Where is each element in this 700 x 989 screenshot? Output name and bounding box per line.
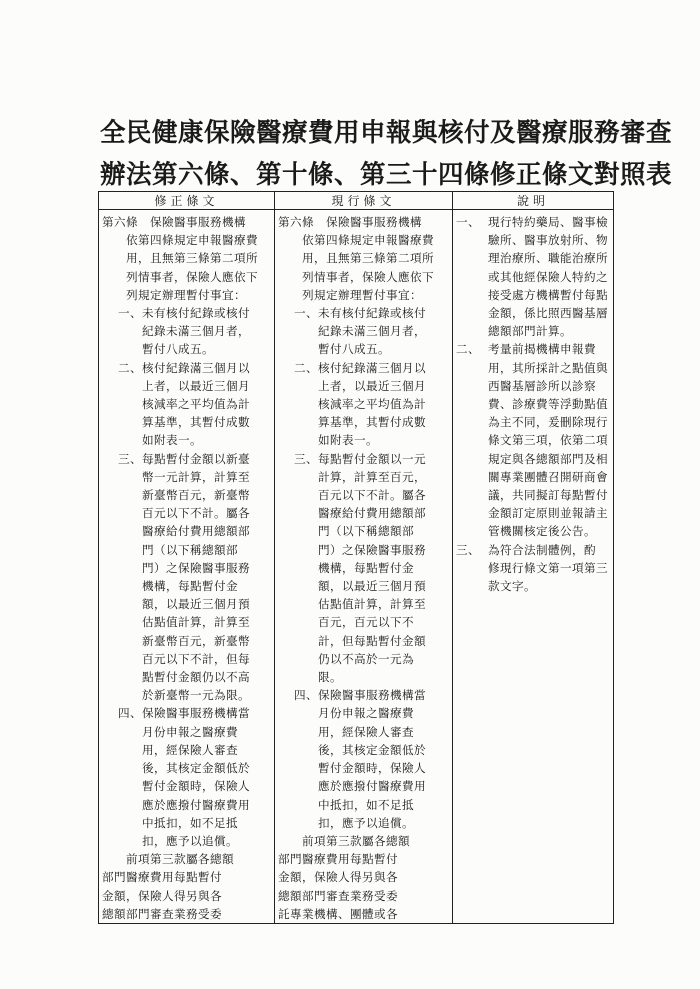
item-number: 四、 — [294, 688, 318, 703]
amended-intro-line: 依第四條規定申報醫療費 — [126, 233, 258, 248]
note-line: 規定與各總額部門及相 — [488, 451, 608, 466]
header-row — [99, 192, 614, 210]
amended-intro-line: 用，且無第三條第二項所 — [126, 251, 258, 266]
item-line: 如附表一。 — [318, 433, 378, 448]
note-line: 現行特約藥局、醫事檢 — [488, 215, 608, 229]
note-number: 一、 — [456, 215, 480, 229]
note-line: 條文第三項，依第二項 — [488, 433, 608, 448]
item-number: 二、 — [294, 360, 318, 375]
item-number: 二、 — [118, 360, 142, 375]
item-number: 四、 — [118, 706, 142, 721]
current-item-2 — [278, 359, 450, 450]
note-line: 修現行條文第一項第三 — [488, 560, 608, 575]
note-line: 管機關核定後公告。 — [488, 524, 596, 539]
item-line: 月份申報之醫療費 — [318, 706, 414, 721]
item-line: 醫療給付費用總額部 — [318, 506, 426, 521]
amended-item-2 — [102, 359, 272, 450]
item-line: 限。 — [318, 670, 342, 685]
tail-line: 部門醫療費用每點暫付 — [102, 870, 222, 885]
item-line: 保險醫事服務機構當 — [142, 706, 250, 721]
note-line: 接受處方機構暫付每點 — [488, 287, 608, 302]
header-amended: 修正條文 — [99, 192, 275, 210]
tail-line: 金額，保險人得另與各 — [102, 888, 222, 903]
item-line: 機構，每點暫付金 — [318, 560, 414, 575]
item-number: 一、 — [294, 306, 318, 321]
amended-item-1 — [102, 304, 272, 359]
item-line: 紀錄未滿三個月者， — [142, 324, 250, 339]
explanation-column — [453, 210, 614, 924]
item-line: 每點暫付金額以新臺 — [142, 451, 250, 466]
item-line: 用，經保險人審查 — [142, 742, 238, 757]
current-intro-line: 用，且無第三條第二項所 — [302, 251, 434, 266]
item-line: 應於應撥付醫療費用 — [142, 797, 250, 812]
note-1 — [456, 213, 611, 340]
item-line: 月份申報之醫療費 — [142, 724, 238, 739]
note-line: 西醫基層診所以診察 — [488, 378, 596, 393]
note-line: 理治療所、職能治療所 — [488, 251, 608, 266]
current-item-4 — [278, 686, 450, 832]
item-line: 扣，應予以追償。 — [142, 833, 238, 848]
item-line: 中抵扣，如不足抵 — [142, 815, 238, 830]
item-line: 如附表一。 — [142, 433, 202, 448]
item-line: 機構，每點暫付金 — [142, 579, 238, 594]
note-line: 金額訂定原則並報請主 — [488, 506, 608, 521]
item-line: 估點值計算，計算至 — [142, 615, 250, 630]
current-intro-line: 列規定辦理暫付事宜： — [302, 287, 422, 302]
tail-line: 金額，保險人得另與各 — [278, 870, 398, 885]
item-number: 三、 — [294, 451, 318, 466]
current-column — [275, 210, 453, 924]
item-line: 幣一元計算，計算至 — [142, 469, 250, 484]
item-line: 額，以最近三個月預 — [318, 579, 426, 594]
body-row — [99, 210, 614, 924]
item-line: 暫付八成五。 — [318, 342, 390, 357]
current-intro-line: 列情事者，保險人應依下 — [302, 269, 434, 284]
comparison-table — [98, 191, 614, 924]
title-line-1: 全民健康保險醫療費用申報與核付及醫療服務審查 — [100, 118, 673, 148]
amended-intro-line: 列情事者，保險人應依下 — [126, 269, 258, 284]
current-tail — [278, 832, 450, 923]
item-line: 後，其核定金額低於 — [318, 742, 426, 757]
note-line: 驗所、醫事放射所、物 — [488, 233, 608, 248]
item-line: 百元以下不計，但每 — [142, 651, 250, 666]
item-line: 計算，計算至百元， — [318, 469, 426, 484]
item-line: 後，其核定金額低於 — [142, 761, 250, 776]
note-3 — [456, 541, 611, 596]
amended-item-4 — [102, 704, 272, 850]
note-line: 金額，係比照西醫基層 — [488, 306, 608, 321]
note-number: 三、 — [456, 542, 480, 557]
item-line: 中抵扣，如不足抵 — [318, 797, 414, 812]
item-line: 新臺幣百元，新臺幣 — [142, 488, 250, 503]
note-line: 費、診療費等浮動點值 — [488, 397, 608, 412]
item-line: 紀錄未滿三個月者， — [318, 324, 426, 339]
current-item-3 — [278, 450, 450, 687]
amended-intro-line: 第六條 保險醫事服務機構 — [102, 215, 246, 229]
item-line: 百元，百元以下不 — [318, 615, 414, 630]
tail-line: 前項第三款屬各總額 — [126, 852, 234, 867]
page-title — [100, 112, 673, 196]
tail-line: 總額部門審查業務受委 — [278, 888, 398, 903]
amended-intro — [102, 213, 272, 304]
item-line: 門）之保險醫事服務 — [318, 542, 426, 557]
item-line: 算基準，其暫付成數 — [142, 415, 250, 430]
item-line: 點暫付金額仍以不高 — [142, 670, 250, 685]
item-line: 用，經保險人審查 — [318, 724, 414, 739]
item-line: 每點暫付金額以一元 — [318, 451, 426, 466]
item-line: 上者，以最近三個月 — [142, 378, 250, 393]
item-line: 暫付八成五。 — [142, 342, 214, 357]
note-line: 用，其所採計之點值與 — [488, 360, 608, 375]
note-number: 二、 — [456, 342, 480, 357]
note-line: 或其他經保險人特約之 — [488, 269, 608, 284]
note-line: 關專業團體召開研商會 — [488, 469, 608, 484]
item-line: 核減率之平均值為計 — [142, 397, 250, 412]
tail-line: 部門醫療費用每點暫付 — [278, 852, 398, 867]
item-line: 核減率之平均值為計 — [318, 397, 426, 412]
item-line: 門（以下稱總額部 — [318, 524, 414, 539]
item-line: 百元以下不計。屬各 — [142, 506, 250, 521]
item-line: 於新臺幣一元為限。 — [142, 688, 250, 703]
item-line: 應於應撥付醫療費用 — [318, 779, 426, 794]
item-line: 額，以最近三個月預 — [142, 597, 250, 612]
amended-tail — [102, 850, 272, 923]
note-line: 為主不同，爰刪除現行 — [488, 415, 608, 430]
note-line: 為符合法制體例，酌 — [488, 542, 596, 557]
note-line: 總額部門計算。 — [488, 324, 572, 339]
item-number: 三、 — [118, 451, 142, 466]
note-line: 考量前揭機構申報費 — [488, 342, 596, 357]
amended-intro-line: 列規定辦理暫付事宜： — [126, 287, 246, 302]
item-line: 醫療給付費用總額部 — [142, 524, 250, 539]
title-line-2: 辦法第六條、第十條、第三十四條修正條文對照表 — [100, 160, 673, 190]
item-line: 暫付金額時，保險人 — [142, 779, 250, 794]
current-intro-line: 第六條 保險醫事服務機構 — [278, 215, 422, 229]
item-line: 扣，應予以追償。 — [318, 815, 414, 830]
header-current: 現行條文 — [275, 192, 453, 210]
item-line: 仍以不高於一元為 — [318, 651, 414, 666]
amended-column — [99, 210, 275, 924]
tail-line: 託專業機構、團體或各 — [278, 906, 398, 921]
item-line: 算基準，其暫付成數 — [318, 415, 426, 430]
item-line: 暫付金額時，保險人 — [318, 761, 426, 776]
item-line: 計，但每點暫付金額 — [318, 633, 426, 648]
amended-item-3 — [102, 450, 272, 705]
item-line: 未有核付紀錄或核付 — [318, 306, 426, 321]
tail-line: 總額部門審查業務受委 — [102, 906, 222, 921]
item-line: 保險醫事服務機構當 — [318, 688, 426, 703]
note-2 — [456, 340, 611, 540]
item-line: 百元以下不計。屬各 — [318, 488, 426, 503]
item-line: 上者，以最近三個月 — [318, 378, 426, 393]
item-line: 估點值計算，計算至 — [318, 597, 426, 612]
item-number: 一、 — [118, 306, 142, 321]
header-explanation: 說明 — [453, 192, 614, 210]
note-line: 款文字。 — [488, 579, 536, 594]
current-intro — [278, 213, 450, 304]
current-item-1 — [278, 304, 450, 359]
tail-line: 前項第三款屬各總額 — [302, 833, 410, 848]
item-line: 門（以下稱總額部 — [142, 542, 238, 557]
item-line: 核付紀錄滿三個月以 — [318, 360, 426, 375]
item-line: 未有核付紀錄或核付 — [142, 306, 250, 321]
current-intro-line: 依第四條規定申報醫療費 — [302, 233, 434, 248]
item-line: 新臺幣百元，新臺幣 — [142, 633, 250, 648]
item-line: 門）之保險醫事服務 — [142, 560, 250, 575]
note-line: 議，共同擬訂每點暫付 — [488, 488, 608, 503]
item-line: 核付紀錄滿三個月以 — [142, 360, 250, 375]
